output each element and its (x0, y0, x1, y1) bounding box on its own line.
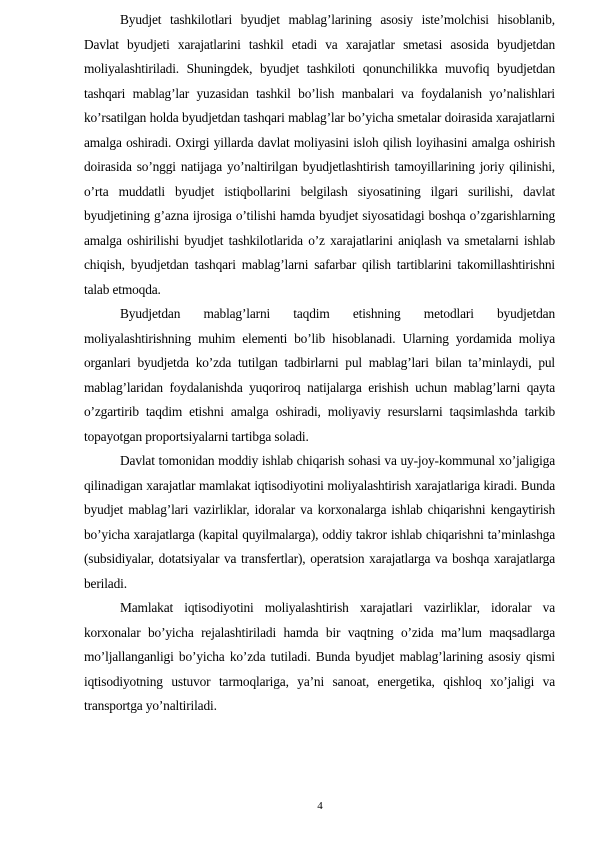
paragraph-state-expenditures: Davlat tomonidan moddiy ishlab chiqarish sohasi va uy-joy-kommunal xo’jaligiga qilinadigan xarajatlar mamlakat iqtisodiyotini moliyalashtirish xarajatlariga kiradi. Bunda byudjet mablag’lari vazirliklar, idoralar va korxonalarga ishlab chiqarishni kengaytirish bo’yicha xarajatlarga (kapital quyilmalarga), oddiy takror ishlab chiqarishni ta’minlashga (subsidiyalar, dotatsiyalar va transfertlar), operatsion xarajatlarga va boshqa xarajatlarga beriladi. (84, 453, 555, 591)
paragraph-budget-organizations: Byudjet tashkilotlari byudjet mablag’larining asosiy iste’molchisi hisoblanib, Davlat byudjeti xarajatlarini tashkil etadi va xarajatlar smetasi asosida byudjetdan moliyalashtiriladi. Shuningdek, byudjet tashkiloti qonunchilikka muvofiq byudjetdan tashqari mablag’lar yuzasidan tashkil bo’lish manbalari va foydalanish yo’nalishlari ko’rsatilgan holda byudjetdan tashqari mablag’lar bo’yicha smetalar doirasida xarajatlarni amalga oshiradi. Oxirgi yillarda davlat moliyasini isloh qilish loyihasini amalga oshirish doirasida so’nggi natijaga yo’naltirilgan byudjetlashtirish tamoyillarining joriy qilinishi, o’rta muddatli byudjet istiqbollarini belgilash siyosatining ilgari surilishi, davlat byudjetining g’azna ijrosiga o’tilishi hamda byudjet siyosatidagi boshqa o’zgarishlarning amalga oshirilishi byudjet tashkilotlarida o’z xarajatlarini aniqlash va smetalarni ishlab chiqish, byudjetdan tashqari mablag’larni safarbar qilish tartiblarini takomillashtirishni talab etmoqda. (84, 12, 555, 297)
paragraph-economy-financing: Mamlakat iqtisodiyotini moliyalashtirish xarajatlari vazirliklar, idoralar va korxonalar bo’yicha rejalashtiriladi hamda bir vaqtning o’zida ma’lum maqsadlarga mo’ljallanganligi bo’yicha ko’zda tutiladi. Bunda byudjet mablag’larining asosiy qismi iqtisodiyotning ustuvor tarmoqlariga, ya’ni sanoat, energetika, qishloq xo’jaligi va transportga yo’naltiriladi. (84, 600, 555, 713)
page-number: 4 (317, 800, 323, 812)
document-body (84, 8, 555, 719)
paragraph-funding-methods: Byudjetdan mablag’larni taqdim etishning metodlari byudjetdan moliyalashtirishning muhim elementi bo’lib hisoblanadi. Ularning yordamida moliya organlari byudjetda ko’zda tutilgan tadbirlarni pul mablag’lari bilan ta’minlaydi, pul mablag’laridan foydalanishda yuqoriroq natijalarga erishish uchun mablag’larni qayta o’zgartirib taqdim etishni amalga oshiradi, moliyaviy resurslarni taqsimlashda tarkib topayotgan proportsiyalarni tartibga soladi. (84, 306, 555, 444)
